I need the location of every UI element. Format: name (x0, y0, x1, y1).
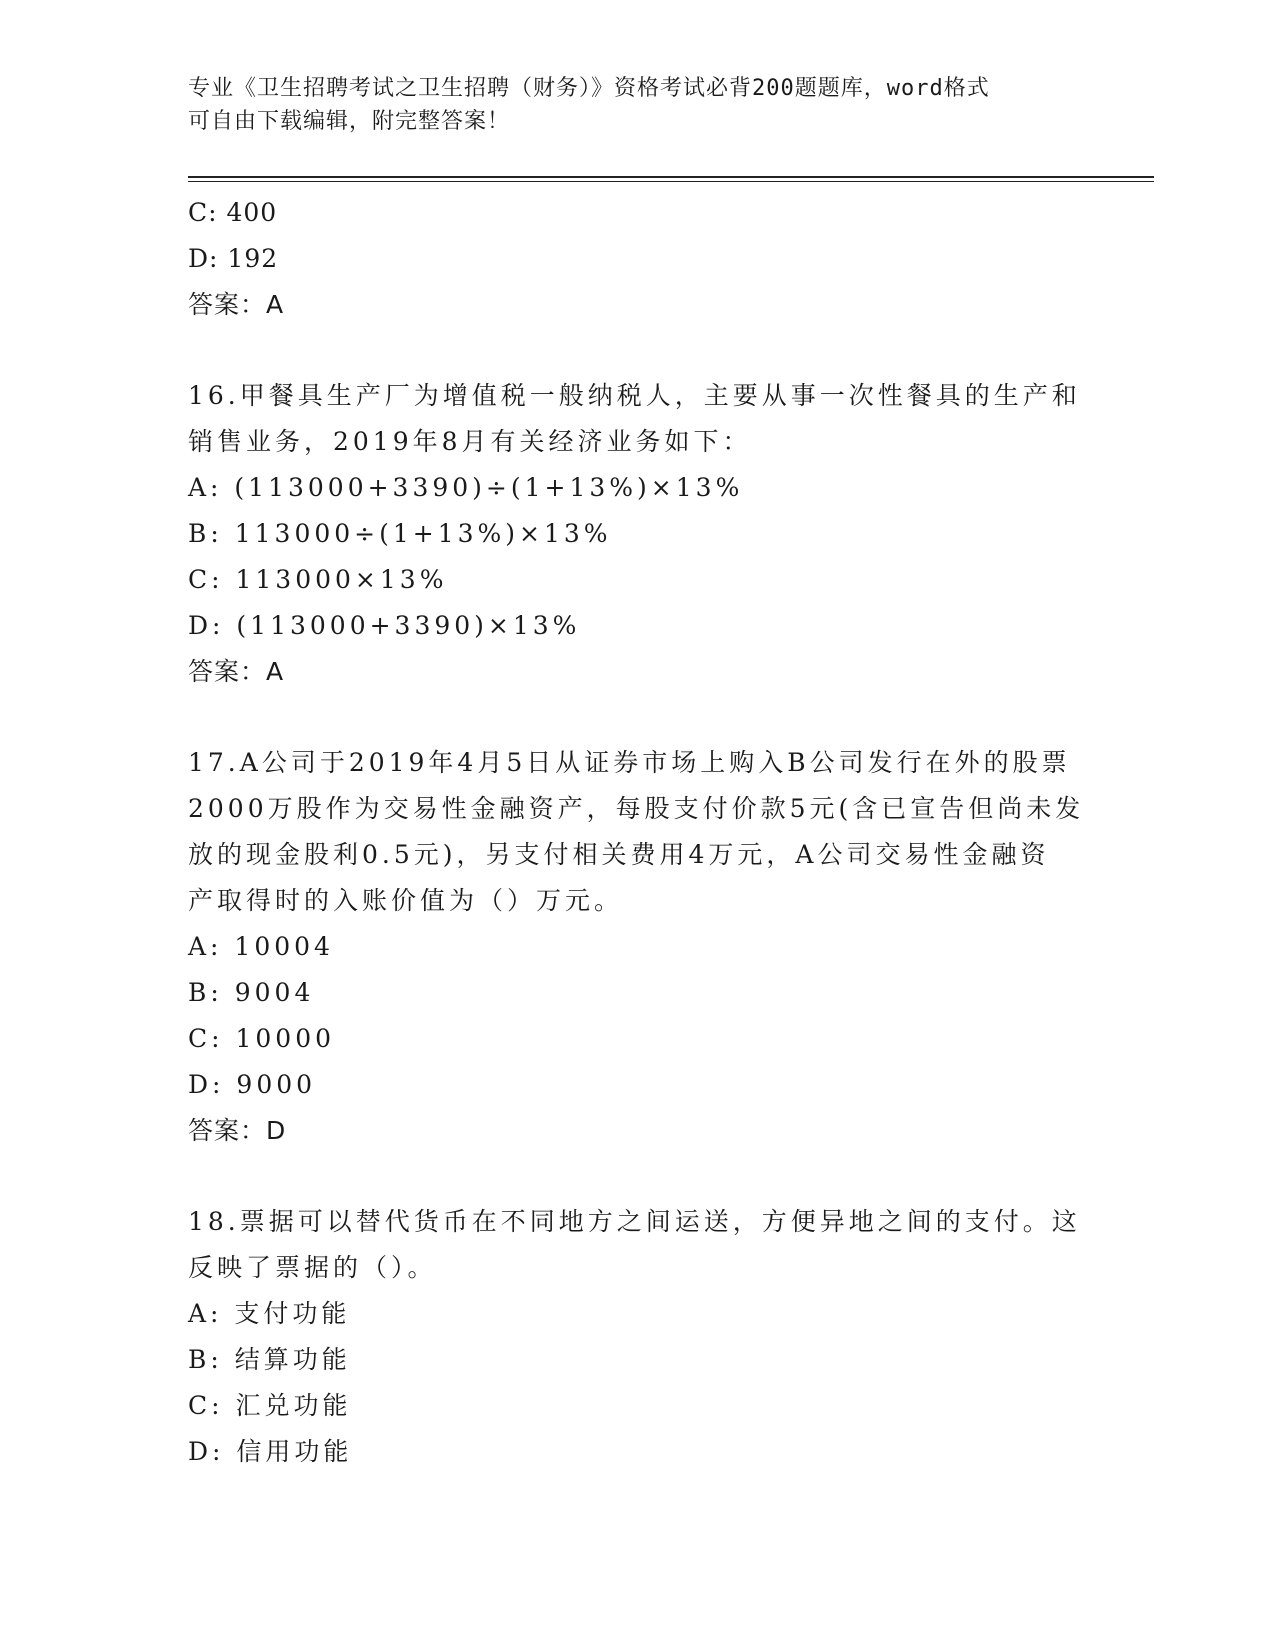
header-line-2: 可自由下载编辑，附完整答案！ (188, 109, 511, 134)
option-d: D: (113000+3390)×13% (188, 611, 581, 640)
option-a: A: 支付功能 (188, 1299, 351, 1328)
header-line-1: 专业《卫生招聘考试之卫生招聘（财务）》资格考试必背200题题库，word格式 (188, 76, 990, 101)
option-a: A: 10004 (188, 932, 334, 961)
answer: 答案：D (188, 1116, 287, 1145)
spacer (188, 1154, 1088, 1199)
option-b: B: 9004 (188, 978, 315, 1007)
spacer (188, 328, 1088, 373)
question-text-line: 销售业务，2019年8月有关经济业务如下： (188, 427, 752, 456)
document-body (188, 190, 1088, 1475)
option-c: C: 113000×13% (188, 565, 448, 594)
option-a: A: (113000+3390)÷(1+13%)×13% (188, 473, 744, 502)
option-c: C: 10000 (188, 1024, 336, 1053)
question-text-line: 16.甲餐具生产厂为增值税一般纳税人，主要从事一次性餐具的生产和 (188, 381, 1081, 410)
question-text-line: 17.A公司于2019年4月5日从证券市场上购入B公司发行在外的股票 (188, 748, 1071, 777)
question-17 (188, 740, 1088, 1154)
option-d: D: 信用功能 (188, 1437, 353, 1466)
option-b: B: 结算功能 (188, 1345, 351, 1374)
answer: 答案：A (188, 657, 285, 686)
option-d: D: 192 (188, 244, 279, 273)
question-text-line: 反映了票据的（）。 (188, 1253, 437, 1282)
question-18 (188, 1199, 1088, 1475)
question-text-line: 放的现金股利0.5元)，另支付相关费用4万元，A公司交易性金融资 (188, 840, 1050, 869)
question-text-line: 产取得时的入账价值为（）万元。 (188, 886, 624, 915)
spacer (188, 695, 1088, 740)
option-b: B: 113000÷(1+13%)×13% (188, 519, 612, 548)
question-15-tail (188, 190, 1088, 328)
answer: 答案：A (188, 290, 285, 319)
option-c: C: 400 (188, 198, 278, 227)
option-d: D: 9000 (188, 1070, 317, 1099)
option-c: C: 汇兑功能 (188, 1391, 352, 1420)
header-divider (188, 176, 1154, 182)
question-16 (188, 373, 1088, 695)
document-header (188, 72, 1068, 138)
question-text-line: 2000万股作为交易性金融资产，每股支付价款5元(含已宣告但尚未发 (188, 794, 1085, 823)
question-text-line: 18.票据可以替代货币在不同地方之间运送，方便异地之间的支付。这 (188, 1207, 1081, 1236)
